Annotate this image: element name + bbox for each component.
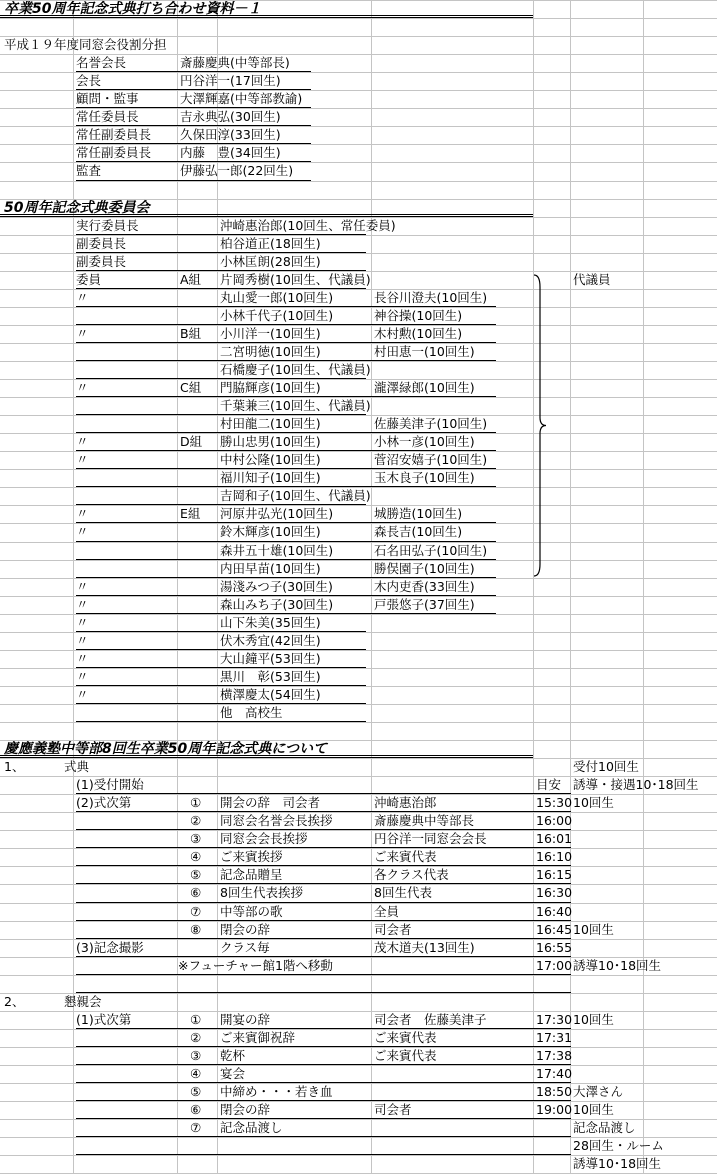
program-time: 15:30 (536, 795, 573, 810)
committee-d: 内田早苗(10回生) (220, 561, 321, 576)
program-who: 司会者 (374, 922, 412, 937)
program-who: 斎藤慶典中等部長 (374, 813, 475, 828)
program-time: 16:40 (536, 904, 573, 919)
program-time: 17:31 (536, 1030, 573, 1045)
committee-c: B組 (180, 326, 202, 341)
move-time: 17:00 (536, 958, 573, 973)
committee-d: 二宮明徳(10回生) (220, 344, 321, 359)
committee-d: 千葉兼三(10回生、代議員) (220, 398, 371, 413)
committee-e: 神谷操(10回生) (374, 308, 463, 323)
committee-d: 森井五十雄(10回生) (220, 543, 334, 558)
committee-e: 菅沼安嬉子(10回生) (374, 452, 488, 467)
committee-b: 〃 (76, 524, 89, 539)
program-who: 各クラス代表 (374, 867, 449, 882)
item-number: ⑦ (190, 1120, 202, 1135)
role-name: 大澤輝嘉(中等部教諭) (180, 91, 303, 106)
committee-d: 沖崎惠治郎(10回生、常任委員) (220, 218, 396, 233)
program-item: ご来賓御祝辞 (220, 1030, 296, 1045)
role-label: 常任副委員長 (76, 127, 152, 142)
committee-c: A組 (180, 272, 202, 287)
item-number: ③ (190, 831, 202, 846)
committee-d: 小川洋一(10回生) (220, 326, 321, 341)
program-time: 16:15 (536, 867, 573, 882)
committee-e: 村田恵一(10回生) (374, 344, 475, 359)
photo-label: (3)記念撮影 (76, 940, 144, 955)
item-number: ⑦ (190, 904, 202, 919)
committee-b: 〃 (76, 579, 89, 594)
role-label: 常任委員長 (76, 109, 139, 124)
committee-d: 横澤慶太(54回生) (220, 687, 321, 702)
program-note: 10回生 (573, 1012, 614, 1027)
program-time: 17:40 (536, 1066, 573, 1081)
committee-d: 森山みち子(30回生) (220, 597, 334, 612)
committee-d: 村田龍二(10回生) (220, 416, 321, 431)
committee-d: 鈴木輝彦(10回生) (220, 524, 321, 539)
program-item: 記念品贈呈 (220, 867, 283, 882)
program-item: 閉会の辞 (220, 922, 271, 937)
time-header: 目安 (536, 777, 562, 792)
committee-d: 片岡秀樹(10回生、代議員) (220, 272, 371, 287)
title-ceremony: 慶應義塾中等部8回生卒業50周年記念式典について (4, 741, 327, 757)
item-number: ⑥ (190, 885, 202, 900)
item-number: ③ (190, 1048, 202, 1063)
program-who: 全員 (374, 904, 400, 919)
committee-c: E組 (180, 506, 201, 521)
committee-d: 門脇輝彦(10回生) (220, 380, 321, 395)
role-name: 斎藤慶典(中等部長) (180, 55, 290, 70)
committee-d: 河原井弘光(10回生) (220, 506, 334, 521)
item-number: ⑤ (190, 867, 202, 882)
program-time: 17:38 (536, 1048, 573, 1063)
party-note: 記念品渡し (573, 1120, 636, 1135)
committee-b: 〃 (76, 380, 89, 395)
committee-e: 小林一彦(10回生) (374, 434, 475, 449)
role-label: 名誉会長 (76, 55, 127, 70)
committee-d: 黒川 彰(53回生) (220, 669, 321, 684)
reception-note: 受付10回生 (573, 759, 639, 774)
committee-b: 副委員長 (76, 254, 127, 269)
committee-e: 木内吏香(33回生) (374, 579, 475, 594)
program-who: 円谷洋一同窓会会長 (374, 831, 487, 846)
committee-e: 勝俣園子(10回生) (374, 561, 475, 576)
committee-e: 森長吉(10回生) (374, 524, 463, 539)
committee-d: 勝山忠男(10回生) (220, 434, 321, 449)
committee-b: 〃 (76, 687, 89, 702)
program-who: 沖崎惠治郎 (374, 795, 437, 810)
role-name: 吉永典弘(30回生) (180, 109, 281, 124)
committee-d: 湯淺みつ子(30回生) (220, 579, 333, 594)
program-note: 10回生 (573, 922, 614, 937)
program-item: ご来賓挨拶 (220, 849, 283, 864)
committee-d: 丸山愛一郎(10回生) (220, 290, 334, 305)
title-committee: 50周年記念式典委員会 (4, 200, 150, 216)
item-number: ④ (190, 849, 202, 864)
role-label: 監査 (76, 163, 102, 178)
program-item: 乾杯 (220, 1048, 246, 1063)
committee-b: 〃 (76, 669, 89, 684)
section-heading: 懇親会 (64, 994, 102, 1009)
committee-b: 実行委員長 (76, 218, 139, 233)
committee-b: 〃 (76, 651, 89, 666)
committee-e: 佐藤美津子(10回生) (374, 416, 488, 431)
item-number: ⑤ (190, 1084, 202, 1099)
photo-item: クラス毎 (220, 940, 270, 955)
program-item: 中等部の歌 (220, 904, 283, 919)
committee-b: 委員 (76, 272, 102, 287)
program-item: 8回生代表挨拶 (220, 885, 303, 900)
program-label: (2)式次第 (76, 795, 132, 810)
program-time: 16:10 (536, 849, 573, 864)
section-number: 2、 (4, 994, 25, 1009)
brace-path (534, 275, 546, 576)
committee-d: 吉岡和子(10回生、代議員) (220, 488, 371, 503)
program-note: 10回生 (573, 795, 614, 810)
program-who: 8回生代表 (374, 885, 432, 900)
committee-b: 〃 (76, 633, 89, 648)
committee-e: 玉木良子(10回生) (374, 470, 475, 485)
committee-b: 〃 (76, 452, 89, 467)
committee-b: 〃 (76, 290, 89, 305)
program-note: 大澤さん (573, 1084, 624, 1099)
role-label: 会長 (76, 73, 102, 88)
title-main: 卒業50周年記念式典打ち合わせ資料－１ (4, 1, 262, 17)
role-name: 円谷洋一(17回生) (180, 73, 281, 88)
program-time: 16:00 (536, 813, 573, 828)
committee-d: 柏谷道正(18回生) (220, 236, 321, 251)
move-item: ※フューチャー館1階へ移動 (178, 958, 333, 973)
role-name: 久保田淳(33回生) (180, 127, 281, 142)
committee-e: 木村勲(10回生) (374, 326, 463, 341)
program-who: 司会者 (374, 1102, 412, 1117)
program-item: 開会の辞 司会者 (220, 795, 321, 810)
program-item: 記念品渡し (220, 1120, 283, 1135)
program-who: 司会者 佐藤美津子 (374, 1012, 487, 1027)
program-time: 17:30 (536, 1012, 573, 1027)
section-number: 1、 (4, 759, 25, 774)
program-item: 開宴の辞 (220, 1012, 271, 1027)
section-heading: 式典 (64, 759, 90, 774)
program-time: 16:01 (536, 831, 573, 846)
program-time: 16:30 (536, 885, 573, 900)
program-time: 18:50 (536, 1084, 573, 1099)
item-number: ② (190, 813, 202, 828)
committee-d: 他 高校生 (220, 705, 283, 720)
committee-b: 〃 (76, 597, 89, 612)
program-item: 同窓会会長挨拶 (220, 831, 308, 846)
committee-d: 石橋慶子(10回生、代議員) (220, 362, 371, 377)
committee-e: 長谷川澄夫(10回生) (374, 290, 488, 305)
committee-d: 小林匡朗(28回生) (220, 254, 321, 269)
program-who: ご来賓代表 (374, 1048, 437, 1063)
committee-e: 戸張悠子(37回生) (374, 597, 475, 612)
role-label: 顧問・監事 (76, 91, 139, 106)
program-item: 同窓会名誉会長挨拶 (220, 813, 333, 828)
program-note: 10回生 (573, 1102, 614, 1117)
committee-d: 中村公隆(10回生) (220, 452, 321, 467)
program-item: 中締め・・・若き血 (220, 1084, 333, 1099)
committee-g: 代議員 (573, 272, 611, 287)
item-number: ② (190, 1030, 202, 1045)
item-number: ① (190, 795, 202, 810)
committee-c: C組 (180, 380, 202, 395)
photo-who: 茂木道夫(13回生) (374, 940, 475, 955)
committee-d: 山下朱美(35回生) (220, 615, 321, 630)
committee-d: 小林千代子(10回生) (220, 308, 334, 323)
committee-b: 副委員長 (76, 236, 127, 251)
role-name: 内藤 豊(34回生) (180, 145, 281, 160)
committee-d: 大山鐘平(53回生) (220, 651, 321, 666)
item-number: ⑥ (190, 1102, 202, 1117)
item-number: ④ (190, 1066, 202, 1081)
program-time: 16:45 (536, 922, 573, 937)
program-label: (1)式次第 (76, 1012, 132, 1027)
committee-b: 〃 (76, 326, 89, 341)
party-note: 28回生・ルーム (573, 1138, 664, 1153)
photo-time: 16:55 (536, 940, 573, 955)
program-item: 宴会 (220, 1066, 246, 1081)
item-number: ① (190, 1012, 202, 1027)
committee-c: D組 (180, 434, 203, 449)
reception-guide: 誘導・接遇10･18回生 (573, 777, 699, 792)
committee-e: 城勝造(10回生) (374, 506, 463, 521)
committee-e: 瀧澤緑郎(10回生) (374, 380, 475, 395)
committee-b: 〃 (76, 506, 89, 521)
program-who: ご来賓代表 (374, 1030, 437, 1045)
subtitle: 平成１９年度同窓会役割分担 (4, 37, 167, 52)
move-note: 誘導10･18回生 (573, 958, 662, 973)
committee-b: 〃 (76, 434, 89, 449)
role-label: 常任副委員長 (76, 145, 152, 160)
committee-e: 石名田弘子(10回生) (374, 543, 488, 558)
committee-d: 福川知子(10回生) (220, 470, 321, 485)
program-item: 閉会の辞 (220, 1102, 271, 1117)
committee-b: 〃 (76, 615, 89, 630)
committee-d: 伏木秀宜(42回生) (220, 633, 321, 648)
item-number: ⑧ (190, 922, 202, 937)
role-name: 伊藤弘一郎(22回生) (180, 163, 294, 178)
party-note: 誘導10･18回生 (573, 1156, 662, 1171)
program-who: ご来賓代表 (374, 849, 437, 864)
program-time: 19:00 (536, 1102, 573, 1117)
reception-label: (1)受付開始 (76, 777, 144, 792)
